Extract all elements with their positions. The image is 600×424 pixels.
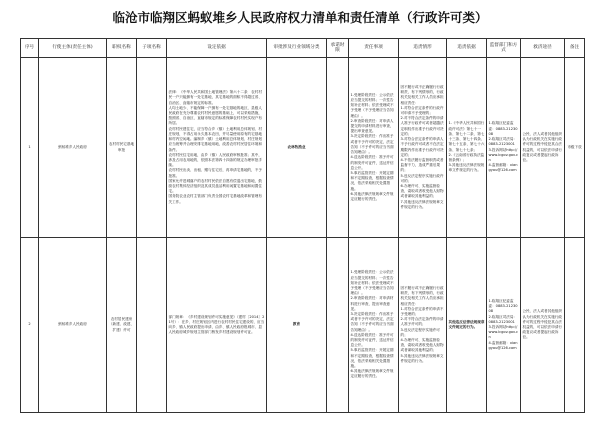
accountability-basis: 1.《中华人民共和国行政许可法》第七十一条、第七十二条、第七十三条、第七十四条、第七十五条、第七十六条、第七十七条； 2.《云南省行政执法监督条例》； 3.其他违反法律法规规章文件规定的行为。 bbox=[447, 58, 487, 238]
table-row bbox=[21, 238, 585, 413]
power-name: 农村村民宅基地审批 bbox=[107, 58, 137, 238]
legal-basis: 部门规章：《乡村建设规划许可实施意见》（建村〔2014〕21号）：在乡、村庄规划区内进行农村村民住宅建设的，应当向乡、镇人民政府提出申请，由乡、镇人民政府报城市、县人民政府城乡规划主管部门核发乡村建设规划许可证。 bbox=[167, 238, 267, 413]
header-cell: 承诺时限 bbox=[327, 39, 349, 58]
supervision: 1.临翔区纪委监委：0883-2123008 2.临翔区司法局：0883-2123001 3.投诉网站http://www.lcgov.gov.cn 4.监督邮箱：xiangyou@126.com bbox=[487, 58, 521, 238]
legal-basis: 法律：《中华人民共和国土地管理法》第六十二条 农村村民一户只能拥有一处宅基地，其宅基地的面积不得超过省、自治区、直辖市规定的标准。 人均土地少、不能保障一户拥有一处宅基地的地区，县级人民政府在充分尊重农村村民意愿的基础上，可以采取措施，按照省、自治区、直辖市规定的标准保障农村村民实现户有所居。 农村村民建住宅，应当符合乡（镇）土地利用总体规划、村庄规划，不得占用永久基本农田，并尽量使用原有的宅基地和村内空闲地。编制乡（镇）土地利用总体规划、村庄规划应当统筹并合理安排宅基地用地，改善农村村民居住环境和条件。 农村村民住宅用地，由乡（镇）人民政府审核批准；其中，涉及占用农用地的，依照本法第四十四条的规定办理审批手续。 农村村民出卖、出租、赠与住宅后，再申请宅基地的，不予批准。 国家允许进城落户的农村村民依法自愿有偿退出宅基地，鼓励农村集体经济组织及其成员盘活利用闲置宅基地和闲置住宅。 国务院农业农村主管部门负责全国农村宅基地改革和管理有关工作。 bbox=[167, 58, 267, 238]
header-cell: 备注 bbox=[565, 39, 585, 58]
header-cell: 监督部门和方式 bbox=[487, 39, 521, 58]
row-number: 1 bbox=[21, 58, 39, 238]
header-cell: 追责情形 bbox=[399, 39, 447, 58]
header-cell: 救济途径 bbox=[521, 39, 565, 58]
responsible-subject: 蚂蚁堆乡人民政府 bbox=[39, 238, 107, 413]
row-number: 2 bbox=[21, 238, 39, 413]
duty-items: 1.受理阶段责任：公示依法应当提交的材料；一次性告知补正材料；依法受理或不予受理（不予受理应当告知理由）。 2.审查阶段责任：对申请人提交的申请材料进行审查，提出审查意见。 3.决定阶段责任：作出准予或者不予许可的决定，法定告知（不予许可的应当书面告知理由）。 4.送达阶段责任：准予许可的制发许可证件，送达并信息公开。 5.事后监管责任：开展定期和不定期检查，根据检查情况，依法采取相关处置措施。 6.其他法律法规规章文件规定应履行的责任。 bbox=[349, 58, 399, 238]
page-title: 临沧市临翔区蚂蚁堆乡人民政府权力清单和责任清单（行政许可类） bbox=[112, 10, 488, 25]
duty-items: 1.受理阶段责任：公示依法应当提交的材料；一次性告知补正材料；依法受理或不予受理（不予受理应当告知理由）。 2.审查阶段责任：对申请材料进行审查，提出审查意见。 3.决定阶段责任：作出准予或者不予许可的决定，法定告知（不予许可的应当书面告知理由）。 4.送达阶段责任：准予许可的制发许可证件，送达并信息公开。 5.事后监管责任：开展定期和不定期检查，根据检查情况，依法采取相关处置措施。 6.其他法律法规规章文件规定应履行的责任。 bbox=[349, 238, 399, 413]
supervision: 1.临翔区纪委监委：0883-2123008 2.临翔区司法局：0883-2123001 3.投诉网站http://www.lcgov.gov.cn 4.监督邮箱：xiangyou@126.com bbox=[487, 238, 521, 413]
header-cell: 职权名称 bbox=[107, 39, 137, 58]
header-cell: 序号 bbox=[21, 39, 39, 58]
power-list-table bbox=[20, 38, 585, 413]
accountability-cases: 因不履行或不正确履行行政职责，有下列情形的，行政机关及相关工作人员应承担相应责任： 1.对符合法定条件的行政许可申请不予受理的； 2.对不符合法定条件的申请人准予行政许可或者超越法定职权作出准予行政许可决定的； 3.对符合法定条件的申请人不予行政许可或者不在法定期限内作出准予行政许可决定的； 4.不依法履行监督职责或者监督不力，造成严重后果的； 5.违反法定程序实施行政许可的； 6.办理许可、实施监督检查，索取或者收受他人财物或者谋取其他利益的； 7.其他违反法律法规规章文件规定的行为。 bbox=[399, 58, 447, 238]
accountability-cases: 因不履行或不正确履行行政职责，有下列情形的，行政机关及相关工作人员应承担相应责任： 1.对符合法定条件的申请不予受理的； 2.对不符合法定条件的申请人准予许可的； 3.违反法定程序实施许可的； 4.办理许可、实施监督检查，索取或者收受他人财物或者谋取其他利益的； 5.其他违反法律法规规章文件规定的行为。 bbox=[399, 238, 447, 413]
responsible-subject: 蚂蚁堆乡人民政府 bbox=[39, 58, 107, 238]
table-header-row bbox=[21, 39, 585, 58]
header-cell: 设定依据 bbox=[167, 39, 267, 58]
table-row bbox=[21, 58, 585, 238]
header-cell: 行使主体(责任主体) bbox=[39, 39, 107, 58]
power-name: 农村居民建房（新建、改建、扩建）许可 bbox=[107, 238, 137, 413]
header-cell: 审批涉及行业领域分类 bbox=[267, 39, 327, 58]
accountability-basis: 其他违反法律法规规章文件规定的行为。 bbox=[447, 238, 487, 413]
header-cell: 追责依据 bbox=[447, 39, 487, 58]
time-limit bbox=[327, 238, 349, 413]
remedy-channel: 公民、法人或者其他组织认为行政机关在实施行政许可的过程中侵犯其合法权益的，可以依法申请行政复议或者提起行政诉讼。 bbox=[521, 58, 565, 238]
sub-item-name bbox=[137, 238, 167, 413]
time-limit bbox=[327, 58, 349, 238]
remark bbox=[565, 238, 585, 413]
header-cell: 责任事项 bbox=[349, 39, 399, 58]
remark: 市级下放 bbox=[565, 58, 585, 238]
sub-item-name bbox=[137, 58, 167, 238]
header-cell: 子项名称 bbox=[137, 39, 167, 58]
remedy-channel: 公民、法人或者其他组织认为行政机关在实施行政许可的过程中侵犯其合法权益的，可以依法申请行政复议或者提起行政诉讼。 bbox=[521, 238, 565, 413]
industry-category: 教育 bbox=[267, 238, 327, 413]
industry-category: 农林牧渔业 bbox=[267, 58, 327, 238]
